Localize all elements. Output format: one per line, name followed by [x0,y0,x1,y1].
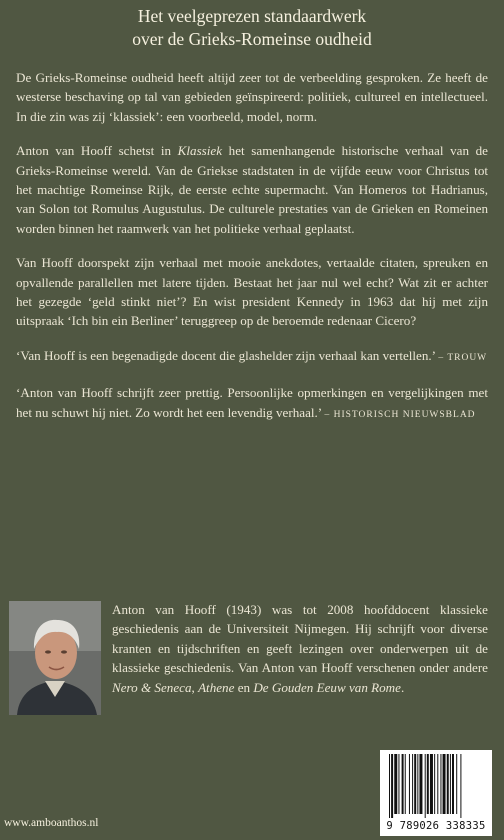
book-title: Nero & Seneca [112,679,192,695]
barcode-bar [440,754,441,814]
barcode-bar [391,754,393,818]
headline-line-1: Het veelgeprezen standaardwerk [137,6,367,26]
barcode-bar [402,754,404,814]
barcode-bar [425,754,426,818]
barcode-bar [434,754,435,814]
barcode-bar [414,754,416,814]
author-bio: Anton van Hooff (1943) was tot 2008 hoofddocent klassieke geschiedenis aan de Universiteit Nijmegen. Hij schrijft voor diverse kranten en tijdschriften en geeft lezingen over onderwerpen uit de klassieke geschiedenis. Van Anton van Hooff verschenen onder andere Nero & Seneca, Athene en De Gouden Eeuw van Rome. [112,602,488,695]
review-quote-historisch-nieuwsblad [16,383,488,425]
barcode-bar [409,754,410,814]
isbn-number: 9 789026 338335 [386,820,486,832]
quote-text: ‘Anton van Hooff schrijft zeer prettig. Persoonlijke opmerkingen en vergelijkingen met het nu schuwt hij niet. Zo wordt het een levendig verhaal.’ [16,385,488,420]
book-title: Klassiek [177,143,223,159]
review-quote-trouw [16,346,488,368]
barcode-bar [443,754,446,814]
barcode-bar [417,754,418,814]
book-title: De Gouden Eeuw van Rome [253,679,401,695]
quote-source: – TROUW [438,352,488,363]
barcode-bar [412,754,413,814]
barcode-bar [452,754,454,814]
quote-text: ‘Van Hooff is een begenadigde docent die glashelder zijn verhaal kan vertellen.’ [16,347,436,363]
blurb [16,68,488,440]
barcode-bars [388,754,484,818]
publisher-url: www.amboanthos.nl [4,817,99,829]
barcode-bar [447,754,449,814]
quote-source: – HISTORISCH NIEUWSBLAD [324,409,476,420]
barcode-bar [398,754,399,814]
isbn-barcode [380,750,492,836]
barcode-bar [450,754,451,814]
barcode-bar [389,754,390,818]
author-photo [9,601,101,715]
barcode-bar [437,754,438,814]
barcode-bar [405,754,406,814]
barcode-bar [427,754,429,814]
headline [0,5,504,51]
barcode-bar [430,754,433,814]
barcode-bar [460,754,461,818]
barcode-bar [419,754,422,814]
headline-line-2: over de Grieks-Romeinse oudheid [132,29,372,49]
author-portrait-image [9,601,101,715]
anecdotes-paragraph: Van Hooff doorspekt zijn verhaal met mooie anekdotes, vertaalde citaten, spreuken en opvallende parallellen met latere tijden. Bestaat het jaar nul wel echt? Wat zit er achter het gezegde ‘geld stinkt niet’? En wist president Kennedy in 1963 dat hij met zijn uitspraak ‘Ich bin ein Berliner’ teruggreep op de beroemde redenaar Cicero? [16,255,488,329]
barcode-bar [394,754,397,814]
summary-paragraph: Anton van Hooff schetst in Klassiek het samenhangende historische verhaal van de Grieks-Romeinse wereld. Van de Griekse stadstaten in de vijfde eeuw voor Christus tot het machtige Romeinse Rijk, de eerste echte supermacht. Van Homeros tot Hadrianus, van Solon tot Romulus Augustulus. De culturele prestaties van de Grieken en Romeinen worden binnen het raamwerk van het politieke verhaal geplaatst. [16,143,488,236]
intro-paragraph: De Grieks-Romeinse oudheid heeft altijd zeer tot de verbeelding gesproken. Ze heeft de westerse beschaving op tal van gebieden geïnspireerd: politiek, cultureel en intellectueel. In die zin was zij ‘klassiek’: een voorbeeld, model, norm. [16,70,488,124]
book-title: Athene [198,679,235,695]
barcode-bar [456,754,457,814]
